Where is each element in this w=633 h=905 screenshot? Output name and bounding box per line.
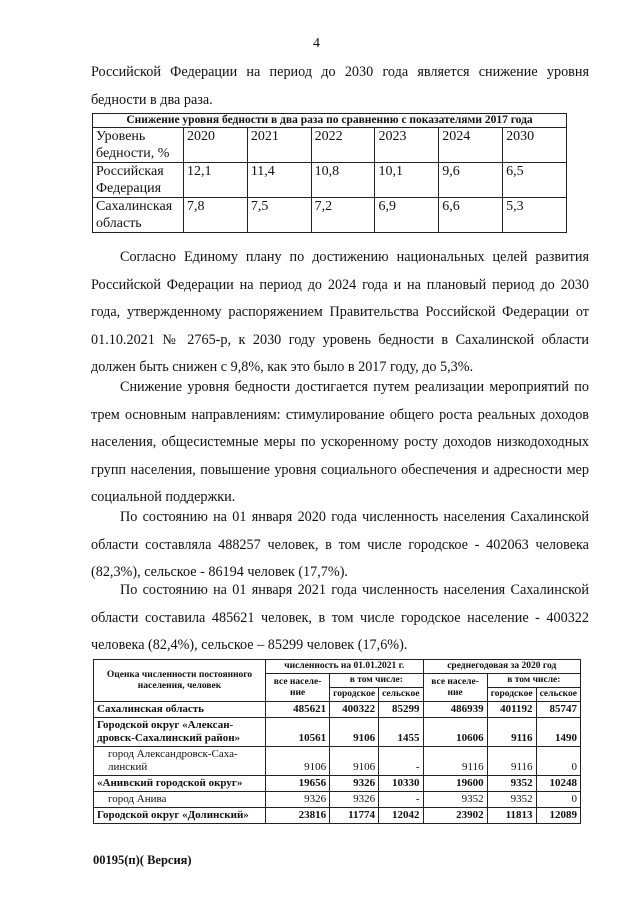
urban-header: городское [330,688,379,702]
paragraph-population-2020: По состоянию на 01 января 2020 года численность населения Сахалинской области составляла 488257 человек, в том числе городское - 402063 человека (82,3%), сельское - 86194 человек (17,7%). [91,509,589,581]
table-cell: 85299 [379,702,423,718]
table-cell: 9352 [487,776,536,792]
paragraph-population-2021: По состоянию на 01 января 2021 года численность населения Сахалинской области составила 485621 человек, в том числе городское население - 400322 человека (82,4%), сельское – 85299 человек (17,6%). [91,582,589,654]
table-cell: 12089 [536,808,580,824]
table-cell: 11813 [487,808,536,824]
table-cell: 5,3 [503,198,567,233]
table-cell: 10561 [266,718,330,747]
table-cell: 0 [536,747,580,776]
table-cell: 12042 [379,808,423,824]
table-cell: 10330 [379,776,423,792]
table-cell: 9352 [487,792,536,808]
table-cell: 19656 [266,776,330,792]
poverty-reduction-table [92,113,567,233]
table-row [94,702,581,718]
table-cell: 9106 [266,747,330,776]
header-cell: 2021 [247,128,311,163]
including-header: в том числе: [330,674,423,688]
page-number: 4 [313,36,320,51]
table-cell: 9106 [330,718,379,747]
table-cell: 23902 [423,808,487,824]
row-label: город Анива [94,792,266,808]
document-footer: 00195(п)( Версия) [93,853,192,867]
table-cell: 11,4 [247,163,311,198]
table-cell: - [379,747,423,776]
table-cell: 9116 [487,747,536,776]
col-main-header: Оценка численности постоянного населения, человек [94,660,266,702]
table-cell: 10248 [536,776,580,792]
row-label: Сахалинская область [94,702,266,718]
header-cell: 2023 [375,128,439,163]
table-row [93,163,567,198]
header-cell: 2024 [439,128,503,163]
group-header-2020: среднегодовая за 2020 год [423,660,581,674]
table-cell: 12,1 [184,163,248,198]
rural-header: сельское [379,688,423,702]
including-header: в том числе: [487,674,580,688]
table-cell: 6,6 [439,198,503,233]
table-cell: 7,5 [247,198,311,233]
table-cell: 19600 [423,776,487,792]
table-row [94,718,581,747]
table-cell: 7,8 [184,198,248,233]
table-cell: 9,6 [439,163,503,198]
table-cell: 6,9 [375,198,439,233]
table-cell: 486939 [423,702,487,718]
table-cell: 401192 [487,702,536,718]
row-label: Городской округ «Долинский» [94,808,266,824]
table-cell: 11774 [330,808,379,824]
table-cell: 85747 [536,702,580,718]
row-label: Российская Федерация [93,163,184,198]
table-row [94,776,581,792]
population-table [93,659,581,824]
table-cell: 9116 [487,718,536,747]
header-cell: 2030 [503,128,567,163]
row-label: город Александровск-Саха-линский [94,747,266,776]
rural-header: сельское [536,688,580,702]
paragraph-measures: Снижение уровня бедности достигается путем реализации мероприятий по трем основным направлениям: стимулирование общего роста реальных доходов населения, общесистемные меры по ускоренному росту доходов низкодоходных групп населения, повышение уровня социального обеспечения и адресности мер социальной поддержки. [91,379,589,506]
table-cell: 9352 [423,792,487,808]
table-cell: - [379,792,423,808]
header-cell: 2022 [311,128,375,163]
table-cell: 10606 [423,718,487,747]
table-cell: 10,1 [375,163,439,198]
table-cell: 400322 [330,702,379,718]
table-caption: Снижение уровня бедности в два раза по сравнению с показателями 2017 года [93,114,567,128]
table-cell: 1455 [379,718,423,747]
all-population-header: все населе-ние [266,674,330,702]
table-cell: 485621 [266,702,330,718]
row-label: Городской округ «Алексан-дровск-Сахалинский район» [94,718,266,747]
table-cell: 9326 [330,792,379,808]
table-cell: 9106 [330,747,379,776]
table-cell: 9326 [330,776,379,792]
table-cell: 0 [536,792,580,808]
table-header-row [93,128,567,163]
table-row [94,792,581,808]
header-cell: 2020 [184,128,248,163]
group-header-2021: численность на 01.01.2021 г. [266,660,424,674]
paragraph-plan: Согласно Единому плану по достижению национальных целей развития Российской Федерации на период до 2024 года и на плановый период до 2030 года, утвержденному распоряжением Правительства Российской Федерации от 01.10.2021 № 2765-р, к 2030 году уровень бедности в Сахалинской области должен быть снижен с 9,8%, как это было в 2017 году, до 5,3%. [91,249,589,376]
paragraph-intro: Российской Федерации на период до 2030 года является снижение уровня бедности в два раза. [91,64,589,108]
urban-header: городское [487,688,536,702]
table-cell: 23816 [266,808,330,824]
table-row [94,747,581,776]
table-row [93,198,567,233]
table-cell: 9116 [423,747,487,776]
header-cell: Уровень бедности, % [93,128,184,163]
table-cell: 9326 [266,792,330,808]
table-cell: 7,2 [311,198,375,233]
table-cell: 1490 [536,718,580,747]
all-population-header: все населе-ние [423,674,487,702]
table-cell: 6,5 [503,163,567,198]
row-label: Сахалинская область [93,198,184,233]
row-label: «Анивский городской округ» [94,776,266,792]
table-row [94,808,581,824]
table-cell: 10,8 [311,163,375,198]
